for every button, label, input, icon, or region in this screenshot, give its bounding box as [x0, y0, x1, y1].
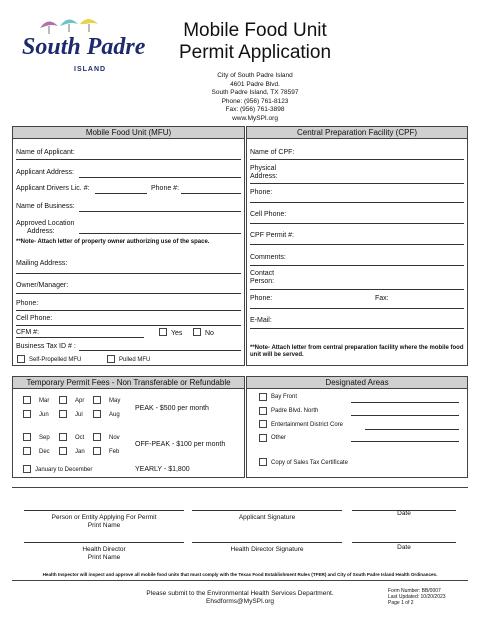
cfm-no-label: No — [205, 330, 214, 337]
month-jul-checkbox[interactable] — [59, 410, 67, 418]
cpf-permit-label: CPF Permit #: — [250, 232, 294, 239]
name-of-cpf-label: Name of CPF: — [250, 149, 295, 156]
contact-fax-label: Fax: — [375, 295, 389, 302]
mfu-phone-field[interactable] — [16, 310, 241, 311]
cfm-field[interactable] — [16, 337, 144, 338]
fees-panel — [12, 376, 245, 478]
sales-tax-checkbox[interactable] — [259, 458, 267, 466]
month-dec-label: Dec — [39, 449, 50, 455]
submit-instructions: Please submit to the Environmental Health Services Department. Ehsdforms@MySPI.org — [110, 590, 370, 606]
name-of-business-field[interactable] — [79, 211, 241, 212]
form-meta: Form Number: BB/0007 Last Updated: 10/20/2023 Page 1 of 2 — [388, 588, 446, 606]
director-date-caption: Date — [397, 544, 411, 551]
month-sep-checkbox[interactable] — [23, 433, 31, 441]
areas-panel — [246, 376, 468, 478]
bay-front-label: Bay Front — [271, 394, 298, 400]
physical-address-label: Address: — [250, 173, 278, 180]
name-of-applicant-label: Name of Applicant: — [16, 149, 75, 156]
drivers-lic-field[interactable] — [95, 193, 147, 194]
month-may-checkbox[interactable] — [93, 396, 101, 404]
signature-section — [12, 487, 468, 581]
city-address: City of South Padre Island 4601 Padre Blvd. South Padre Island, TX 78597 Phone: (956) 761-8123 Fax: (956) 761-3898 www.MySPI.org — [211, 72, 299, 122]
contact-person-label: Person: — [250, 278, 275, 285]
month-may-label: May — [109, 398, 121, 404]
applicant-signature-line[interactable] — [192, 510, 342, 511]
month-jul-label: Jul — [75, 412, 83, 418]
logo-subtitle: ISLAND — [74, 66, 107, 73]
submit-email-link[interactable]: Ehsdforms@MySPI.org — [205, 598, 274, 605]
director-print-caption: Health Director Print Name — [82, 546, 126, 561]
month-feb-checkbox[interactable] — [93, 447, 101, 455]
yearly-fee-label: YEARLY - $1,800 — [135, 466, 190, 473]
cpf-header: Central Preparation Facility (CPF) — [247, 127, 467, 139]
contact-phone-label: Phone: — [250, 295, 273, 302]
comments-field[interactable] — [250, 265, 464, 266]
month-aug-label: Aug — [109, 412, 120, 418]
city-logo — [22, 14, 146, 84]
month-nov-label: Nov — [109, 435, 120, 441]
name-of-cpf-field[interactable] — [250, 159, 464, 160]
month-sep-label: Sep — [39, 435, 50, 441]
yearly-box-label: January to December — [35, 467, 93, 473]
pulled-checkbox[interactable] — [107, 355, 115, 363]
month-jun-checkbox[interactable] — [23, 410, 31, 418]
month-nov-checkbox[interactable] — [93, 433, 101, 441]
self-propelled-label: Self-Propelled MFU — [29, 357, 82, 363]
mfu-cell-phone-label: Cell Phone: — [16, 315, 53, 322]
phone-num-field[interactable] — [181, 193, 241, 194]
physical-address-field[interactable] — [250, 183, 464, 184]
month-mar-checkbox[interactable] — [23, 396, 31, 404]
month-dec-checkbox[interactable] — [23, 447, 31, 455]
page-title: Mobile Food Unit Permit Application — [178, 20, 332, 63]
month-oct-checkbox[interactable] — [59, 433, 67, 441]
padre-blvd-label: Padre Blvd. North — [271, 408, 319, 414]
phone-num-label: Phone #: — [151, 185, 180, 192]
month-apr-checkbox[interactable] — [59, 396, 67, 404]
month-aug-checkbox[interactable] — [93, 410, 101, 418]
entertainment-district-field[interactable] — [365, 429, 459, 430]
month-oct-label: Oct — [75, 435, 85, 441]
business-tax-label: Business Tax ID # : — [16, 343, 76, 350]
bay-front-field[interactable] — [351, 402, 459, 403]
other-label: Other — [271, 435, 287, 441]
director-date-line[interactable] — [352, 542, 456, 543]
other-checkbox[interactable] — [259, 434, 267, 442]
bay-front-checkbox[interactable] — [259, 393, 267, 401]
month-mar-label: Mar — [39, 398, 50, 404]
month-apr-label: Apr — [75, 398, 85, 404]
approved-location-label: Approved Location — [16, 220, 75, 227]
month-jan-checkbox[interactable] — [59, 447, 67, 455]
month-feb-label: Feb — [109, 449, 120, 455]
name-of-business-label: Name of Business: — [16, 203, 75, 210]
cpf-note: **Note- Attach letter from central preparation facility where the mobile food unit will be served. — [250, 345, 464, 358]
applicant-address-label: Applicant Address: — [16, 169, 74, 176]
cpf-phone-field[interactable] — [250, 202, 464, 203]
approved-location-address-label: Address: — [27, 228, 55, 235]
applicant-print-caption: Person or Entity Applying For Permit Print Name — [51, 514, 157, 529]
mfu-header: Mobile Food Unit (MFU) — [13, 127, 244, 139]
cpf-permit-field[interactable] — [250, 244, 464, 245]
logo-wordmark: South Padre — [22, 34, 146, 60]
director-print-line[interactable] — [24, 542, 184, 543]
cfm-yes-label: Yes — [171, 330, 183, 337]
owner-manager-field[interactable] — [16, 293, 241, 294]
applicant-print-line[interactable] — [24, 510, 184, 511]
month-jun-label: Jun — [39, 412, 49, 418]
applicant-address-field[interactable] — [79, 177, 241, 178]
physical-label: Physical — [250, 165, 277, 172]
email-label: E-Mail: — [250, 317, 272, 324]
other-field[interactable] — [351, 441, 459, 442]
offpeak-fee-label: OFF-PEAK - $100 per month — [135, 441, 226, 448]
entertainment-district-label: Entertainment District Core — [271, 422, 344, 428]
mfu-phone-label: Phone: — [16, 300, 39, 307]
owner-manager-label: Owner/Manager: — [16, 282, 69, 289]
director-signature-line[interactable] — [192, 542, 342, 543]
fees-header: Temporary Permit Fees - Non Transferable or Refundable — [13, 377, 244, 389]
mfu-cell-phone-field[interactable] — [16, 325, 241, 326]
comments-label: Comments: — [250, 254, 286, 261]
cfm-label: CFM #: — [16, 329, 39, 336]
peak-fee-label: PEAK - $500 per month — [135, 405, 209, 412]
cpf-phone-label: Phone: — [250, 189, 273, 196]
mailing-address-field[interactable] — [16, 273, 241, 274]
drivers-lic-label: Applicant Drivers Lic. #: — [16, 185, 90, 192]
mfu-panel — [12, 126, 245, 366]
pulled-label: Pulled MFU — [119, 357, 151, 363]
inspection-notice: Health Inspector will inspect and approve all mobile food units that must comply with the Texas Food Establishment Rules (TFER) and City of South Padre Island Health Ordinances. — [42, 572, 438, 577]
month-jan-label: Jan — [75, 449, 85, 455]
approved-location-field[interactable] — [79, 233, 241, 234]
padre-blvd-checkbox[interactable] — [259, 407, 267, 415]
entertainment-district-checkbox[interactable] — [259, 420, 267, 428]
self-propelled-checkbox[interactable] — [17, 355, 25, 363]
name-of-applicant-field[interactable] — [16, 159, 241, 160]
sales-tax-label: Copy of Sales Tax Certificate — [271, 460, 348, 466]
mailing-address-label: Mailing Address: — [16, 260, 68, 267]
cpf-panel — [246, 126, 468, 366]
cpf-cell-phone-label: Cell Phone: — [250, 211, 287, 218]
mfu-note: **Note- Attach letter of property owner authorizing use of the space. — [16, 239, 210, 245]
cpf-cell-phone-field[interactable] — [250, 223, 464, 224]
applicant-signature-caption: Applicant Signature — [238, 514, 296, 521]
contact-person-field[interactable] — [250, 289, 464, 290]
applicant-date-caption: Date — [397, 510, 411, 517]
yearly-checkbox[interactable] — [23, 465, 31, 473]
contact-phone-fax-field[interactable] — [250, 308, 464, 309]
cfm-yes-checkbox[interactable] — [159, 328, 167, 336]
email-field[interactable] — [250, 328, 464, 329]
business-tax-field[interactable] — [79, 350, 241, 351]
contact-label: Contact — [250, 270, 275, 277]
areas-header: Designated Areas — [247, 377, 467, 389]
cfm-no-checkbox[interactable] — [193, 328, 201, 336]
padre-blvd-field[interactable] — [351, 415, 459, 416]
director-signature-caption: Health Director Signature — [230, 546, 304, 553]
